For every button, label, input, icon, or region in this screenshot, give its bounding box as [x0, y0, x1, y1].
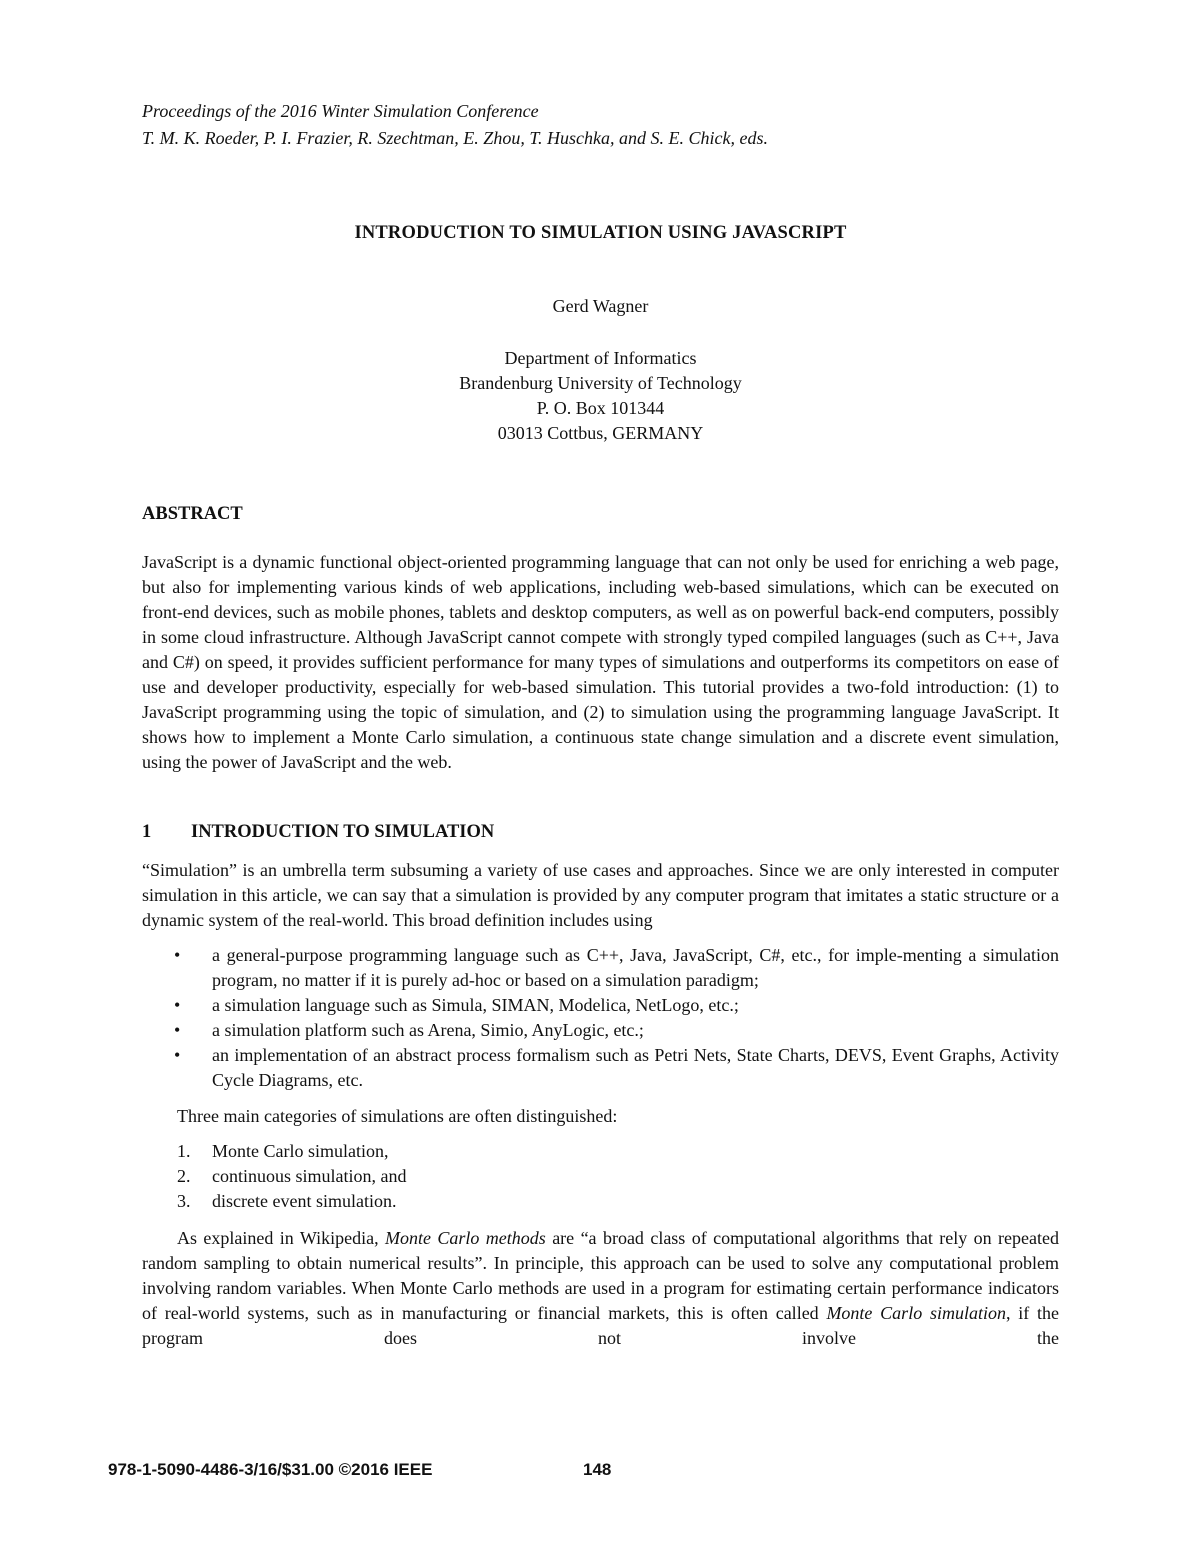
- list-item-number: 3.: [177, 1191, 191, 1211]
- proceedings-editors: T. M. K. Roeder, P. I. Frazier, R. Szechtman, E. Zhou, T. Huschka, and S. E. Chick, eds.: [142, 128, 768, 148]
- bullet-icon: •: [174, 945, 181, 965]
- bullet-icon: •: [174, 1020, 181, 1040]
- proceedings-title: Proceedings of the 2016 Winter Simulation Conference: [142, 101, 539, 121]
- abstract-heading: ABSTRACT: [142, 504, 243, 524]
- list-item: [142, 1189, 1059, 1214]
- list-item-number: 2.: [177, 1166, 191, 1186]
- categories-intro: Three main categories of simulations are often distinguished:: [177, 1106, 618, 1126]
- proceedings-header: [142, 98, 768, 152]
- section-body: [142, 858, 1059, 1351]
- list-item: [142, 943, 1059, 993]
- section-heading: [142, 822, 494, 843]
- paragraph-text: are “a broad class of computational algorithms that rely on repeated random sampling to obtain numerical results”. In principle, this approach can be used to solve any computational problem involving random variables. When Monte Carlo methods are used in a program for estimating certain performance indicators of real-world systems, such as in manufacturing or financial markets, this is often called: [142, 1228, 1059, 1323]
- bullet-list: [142, 943, 1059, 1093]
- monte-carlo-paragraph: [142, 1226, 1059, 1351]
- list-item-text: continuous simulation, and: [212, 1166, 407, 1186]
- bullet-icon: •: [174, 1045, 181, 1065]
- list-item-text: a general-purpose programming language such as C++, Java, JavaScript, C#, etc., for imple-menting a simulation program, no matter if it is purely ad-hoc or based on a simulation paradigm;: [212, 945, 1059, 990]
- list-item-text: discrete event simulation.: [212, 1191, 397, 1211]
- footer-copyright: 978-1-5090-4486-3/16/$31.00 ©2016 IEEE: [108, 1460, 433, 1479]
- section-title: INTRODUCTION TO SIMULATION: [191, 822, 495, 842]
- list-item: [142, 1139, 1059, 1164]
- bullet-icon: •: [174, 995, 181, 1015]
- list-item-number: 1.: [177, 1141, 191, 1161]
- list-item: [142, 1018, 1059, 1043]
- affiliation-line: P. O. Box 101344: [536, 398, 665, 418]
- paper-title: INTRODUCTION TO SIMULATION USING JAVASCRIPT: [354, 223, 847, 243]
- list-item-text: a simulation platform such as Arena, Simio, AnyLogic, etc.;: [212, 1020, 644, 1040]
- affiliation-line: Department of Informatics: [504, 348, 697, 368]
- paragraph-text: , if the program does not involve the: [142, 1303, 1059, 1348]
- affiliation-line: 03013 Cottbus, GERMANY: [497, 423, 704, 443]
- author-name: Gerd Wagner: [552, 296, 649, 316]
- list-item-text: Monte Carlo simulation,: [212, 1141, 389, 1161]
- list-item-text: an implementation of an abstract process formalism such as Petri Nets, State Charts, DEVS, Event Graphs, Activity Cycle Diagrams, etc.: [212, 1045, 1059, 1090]
- list-item-text: a simulation language such as Simula, SIMAN, Modelica, NetLogo, etc.;: [212, 995, 739, 1015]
- section-number: 1: [142, 822, 152, 842]
- abstract-text: JavaScript is a dynamic functional object-oriented programming language that can not only be used for enriching a web page, but also for implementing various kinds of web applications, including web-based simulations, which can be executed on front-end devices, such as mobile phones, tablets and desktop computers, as well as on powerful back-end computers, possibly in some cloud infrastructure. Although JavaScript cannot compete with strongly typed compiled languages (such as C++, Java and C#) on speed, it provides sufficient performance for many types of simulations and outperforms its competitors on ease of use and developer productivity, especially for web-based simulation. This tutorial provides a two-fold introduction: (1) to JavaScript programming using the topic of simulation, and (2) to simulation using the programming language JavaScript. It shows how to implement a Monte Carlo simulation, a continuous state change simulation and a discrete event simulation, using the power of JavaScript and the web.: [142, 552, 1059, 772]
- paragraph-text: As explained in Wikipedia,: [177, 1228, 385, 1248]
- emphasis-term: Monte Carlo simulation: [826, 1303, 1006, 1323]
- page-number: 148: [583, 1460, 612, 1479]
- section-intro-paragraph: “Simulation” is an umbrella term subsuming a variety of use cases and approaches. Since we are only interested in computer simulation in this article, we can say that a simulation is provided by any computer program that imitates a static structure or a dynamic system of the real-world. This broad definition includes using: [142, 860, 1059, 930]
- affiliation-line: Brandenburg University of Technology: [459, 373, 742, 393]
- list-item: [142, 1164, 1059, 1189]
- emphasis-term: Monte Carlo methods: [385, 1228, 546, 1248]
- list-item: [142, 993, 1059, 1018]
- list-item: [142, 1043, 1059, 1093]
- numbered-list: [142, 1139, 1059, 1214]
- author-affiliation: [142, 346, 1059, 446]
